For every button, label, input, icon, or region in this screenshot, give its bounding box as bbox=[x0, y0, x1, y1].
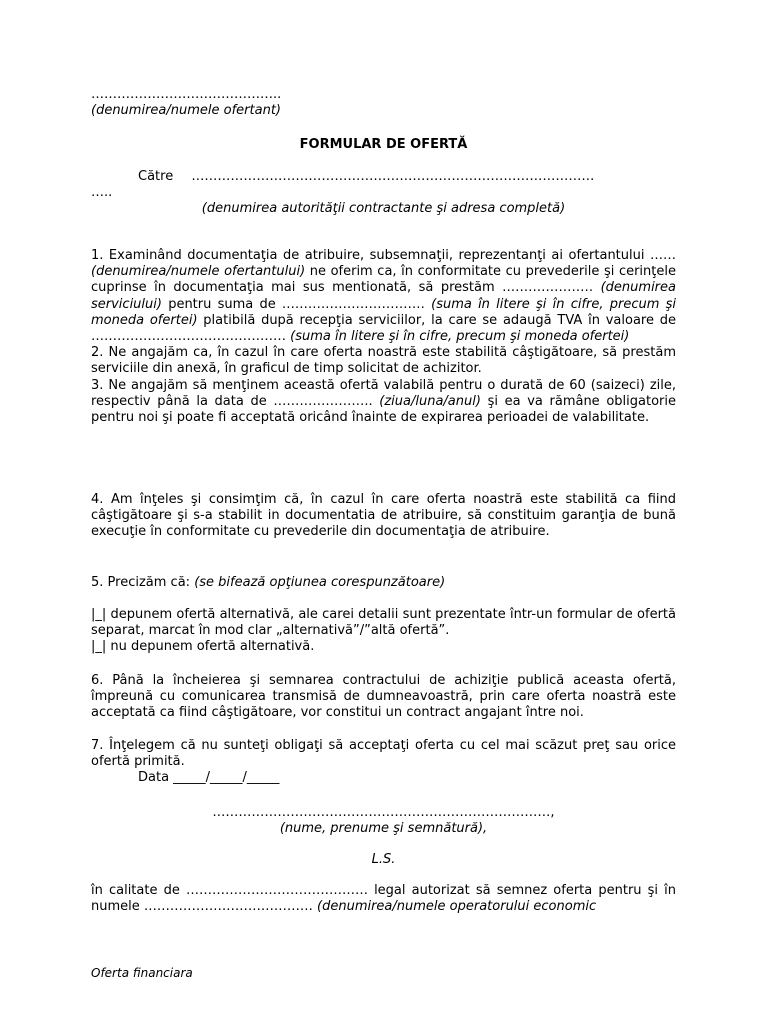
p1-text-g: platibilă după recepţia serviciilor, la care se adaugă TVA în valoare de ……………………………………… bbox=[91, 312, 676, 345]
closing-text: în calitate de …………………………………… legal autorizat să semnez oferta pentru şi în numele ………………………………… bbox=[91, 883, 676, 915]
paragraph-7: 7. Înţelegem că nu sunteţi obligaţi să acceptaţi oferta cu cel mai scăzut preţ sau orice ofertă primită. bbox=[91, 738, 676, 770]
recipient-line bbox=[138, 169, 594, 185]
p1-hint-vat: (suma în litere şi în cifre, precum şi moneda ofertei) bbox=[290, 329, 630, 345]
p1-hint-bidder: (denumirea/numele ofertantului) bbox=[91, 264, 306, 280]
p1-hint-amount: (suma în litere şi în cifre, precum şi moneda ofertei) bbox=[91, 296, 676, 328]
p1-text-e: pentru suma de …………………………… bbox=[161, 296, 432, 312]
seal-label: L.S. bbox=[371, 852, 396, 867]
options-block bbox=[91, 607, 676, 656]
bidder-dots: …………………………………….. bbox=[91, 87, 282, 102]
bidder-hint: (denumirea/numele ofertant) bbox=[91, 103, 281, 118]
paragraph-2: 2. Ne angajăm ca, în cazul în care oferta noastră este stabilită câştigătoare, să prestăm serviciile din anexă, în graficul de timp solicitat de achizitor. bbox=[91, 345, 676, 377]
p1-text-c: ne oferim ca, în conformitate cu prevederile şi cerinţele cuprinse în documentaţia mai sus mentionată, să prestăm ………………… bbox=[91, 264, 676, 296]
paragraph-3 bbox=[91, 378, 676, 427]
p3-hint-date: (ziua/luna/anul) bbox=[379, 393, 481, 409]
form-title: FORMULAR DE OFERTĂ bbox=[299, 137, 468, 152]
p3-text-a: 3. Ne angajăm să menţinem această ofertă valabilă pentru o durată de 60 (saizeci) zile, respectiv până la data de ………………….. bbox=[91, 377, 676, 409]
paragraph-6: 6. Până la încheierea şi semnarea contractului de achiziţie publică aceasta ofertă, împreună cu comunicarea transmisă de dumneavoastră, prin care oferta noastră este acceptată ca fiind câştigătoare, vor constitui un contract angajant între noi. bbox=[91, 673, 676, 721]
option-alternative-offer: |_| depunem ofertă alternativă, ale carei detalii sunt prezentate într-un formular de ofertă separat, marcat în mod clar „alternativă”/”altă ofertă”. bbox=[91, 607, 676, 639]
p1-hint-service: (denumirea serviciului) bbox=[91, 280, 676, 312]
p5-hint: (se bifează opţiunea corespunzătoare) bbox=[194, 575, 446, 590]
recipient-label: Către bbox=[138, 169, 174, 184]
recipient-hint: (denumirea autorităţii contractante şi adresa completă) bbox=[201, 201, 566, 216]
p3-text-c: şi ea va rămâne obligatorie pentru noi şi poate fi acceptată oricând înainte de expirarea perioadei de valabilitate. bbox=[91, 393, 676, 426]
recipient-dots-cont: ….. bbox=[91, 185, 113, 200]
closing-paragraph bbox=[91, 883, 676, 915]
p1-text-a: 1. Examinând documentaţia de atribuire, subsemnaţii, reprezentanţi ai ofertantului …… bbox=[91, 248, 676, 263]
recipient-dots: ………………………………………………………………………………… bbox=[191, 169, 595, 184]
page-footer: Oferta financiara bbox=[91, 966, 193, 980]
signature-dots: ……………………………………………………………………, bbox=[212, 805, 555, 820]
option-no-alternative-offer: |_| nu depunem ofertă alternativă. bbox=[91, 639, 315, 655]
paragraph-5 bbox=[91, 575, 676, 591]
signature-hint: (nume, prenume şi semnătură), bbox=[279, 821, 488, 836]
date-line: Data _____/_____/_____ bbox=[138, 770, 280, 785]
paragraph-1 bbox=[91, 248, 676, 426]
closing-hint: (denumirea/numele operatorului economic bbox=[317, 899, 597, 915]
paragraph-4: 4. Am înţeles şi consimţim că, în cazul în care oferta noastră este stabilită ca fiind câştigătoare şi s-a stabilit in documentatia de atribuire, să constituim garanţia de bună execuţie în conformitate cu prevederile din documentaţia de atribuire. bbox=[91, 492, 676, 540]
p5-text: 5. Precizăm că: bbox=[91, 575, 195, 590]
